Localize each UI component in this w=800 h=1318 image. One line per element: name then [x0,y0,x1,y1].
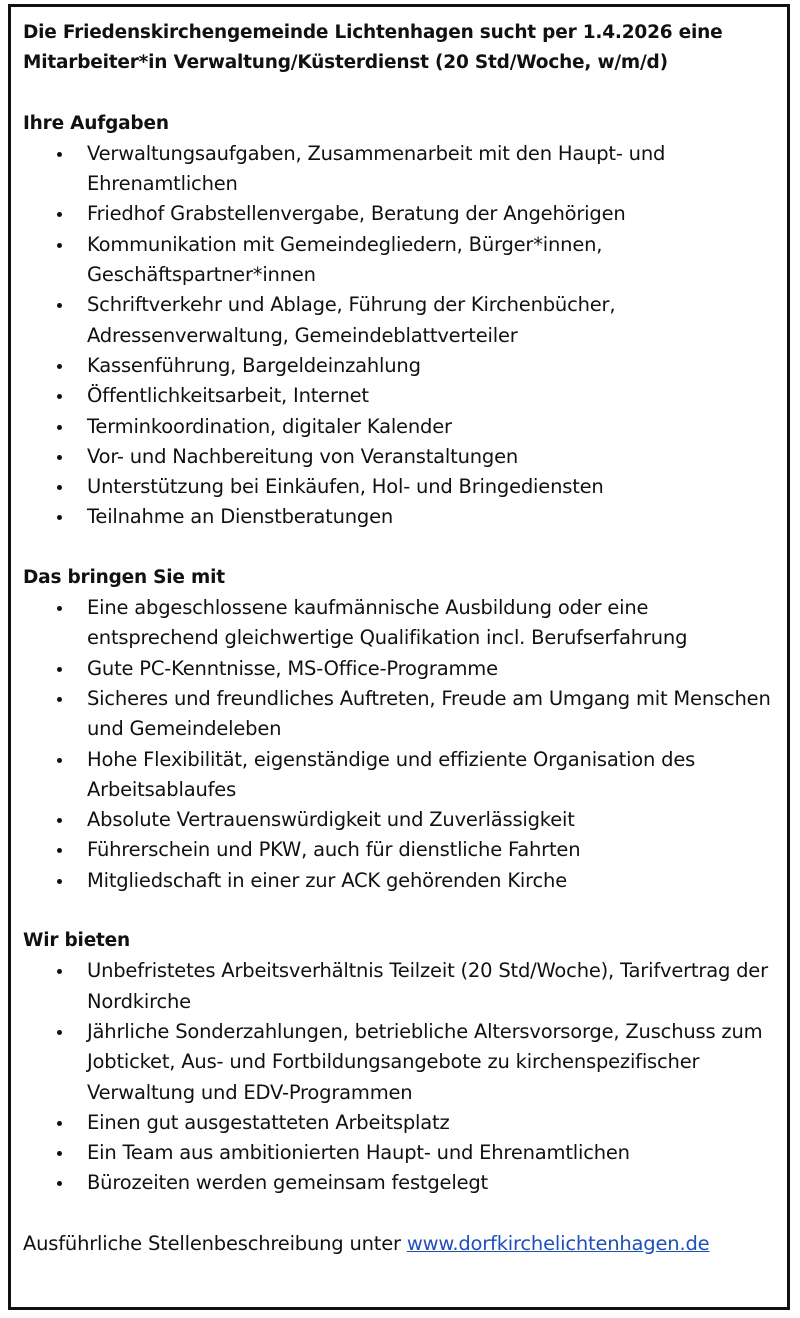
website-link[interactable]: www.dorfkirchelichtenhagen.de [406,1231,710,1255]
bullet-icon [57,758,62,763]
bullet-icon [57,425,62,430]
bullet-icon [57,364,62,369]
bullet-icon [57,212,62,217]
bullet-icon [57,879,62,884]
list-item: Bürozeiten werden gemeinsam festgelegt [23,1168,775,1198]
footer-note [23,1229,775,1259]
bullet-icon [57,394,62,399]
bullet-icon [57,818,62,823]
bullet-icon [57,152,62,157]
list-item: Vor- und Nachbereitung von Veranstaltungen [23,442,775,472]
bullet-icon [57,697,62,702]
list-item: Eine abgeschlossene kaufmännische Ausbildung oder eine entsprechend gleichwertige Qualifikation incl. Berufserfahrung [23,593,775,654]
bullet-icon [57,303,62,308]
bullet-icon [57,667,62,672]
list-item: Terminkoordination, digitaler Kalender [23,412,775,442]
bullet-icon [57,1181,62,1186]
bullet-icon [57,243,62,248]
list-item: Einen gut ausgestatteten Arbeitsplatz [23,1108,775,1138]
list-item: Führerschein und PKW, auch für dienstliche Fahrten [23,835,775,865]
list-item: Jährliche Sonderzahlungen, betriebliche Altersvorsorge, Zuschuss zum Jobticket, Aus- und Fortbildungsangebote zu kirchenspezifischer Verwaltung und EDV-Programmen [23,1017,775,1108]
bullet-icon [57,969,62,974]
page-title [23,18,775,79]
title-line-1: Die Friedenskirchengemeinde Lichtenhagen sucht per 1.4.2026 eine [23,22,723,43]
list-item: Öffentlichkeitsarbeit, Internet [23,381,775,411]
section-heading-tasks: Ihre Aufgaben [23,112,169,134]
list-item: Kassenführung, Bargeldeinzahlung [23,351,775,381]
bullet-icon [57,606,62,611]
bullet-icon [57,848,62,853]
job-posting [23,18,775,1259]
list-item: Unterstützung bei Einkäufen, Hol- und Bringediensten [23,472,775,502]
requirements-list [23,593,775,896]
bullet-icon [57,1030,62,1035]
offer-list [23,956,775,1198]
list-item: Verwaltungsaufgaben, Zusammenarbeit mit den Haupt- und Ehrenamtlichen [23,139,775,200]
list-item: Schriftverkehr und Ablage, Führung der Kirchenbücher, Adressenverwaltung, Gemeindeblattverteiler [23,290,775,351]
bullet-icon [57,1121,62,1126]
section-heading-requirements: Das bringen Sie mit [23,566,225,588]
bullet-icon [57,485,62,490]
tasks-list [23,139,775,533]
bullet-icon [57,455,62,460]
section-heading-offer: Wir bieten [23,930,131,952]
bullet-icon [57,515,62,520]
list-item: Gute PC-Kenntnisse, MS-Office-Programme [23,654,775,684]
footer-text: Ausführliche Stellenbeschreibung unter [23,1231,401,1255]
list-item: Hohe Flexibilität, eigenständige und effiziente Organisation des Arbeitsablaufes [23,745,775,806]
list-item: Absolute Vertrauenswürdigkeit und Zuverlässigkeit [23,805,775,835]
list-item: Unbefristetes Arbeitsverhältnis Teilzeit (20 Std/Woche), Tarifvertrag der Nordkirche [23,956,775,1017]
list-item: Mitgliedschaft in einer zur ACK gehörenden Kirche [23,866,775,896]
title-line-2: Mitarbeiter*in Verwaltung/Küsterdienst (20 Std/Woche, w/m/d) [23,52,668,74]
bullet-icon [57,1151,62,1156]
list-item: Friedhof Grabstellenvergabe, Beratung der Angehörigen [23,199,775,229]
list-item: Ein Team aus ambitionierten Haupt- und Ehrenamtlichen [23,1138,775,1168]
list-item: Teilnahme an Dienstberatungen [23,502,775,532]
list-item: Sicheres und freundliches Auftreten, Freude am Umgang mit Menschen und Gemeindeleben [23,684,775,745]
list-item: Kommunikation mit Gemeindegliedern, Bürger*innen, Geschäftspartner*innen [23,230,775,291]
